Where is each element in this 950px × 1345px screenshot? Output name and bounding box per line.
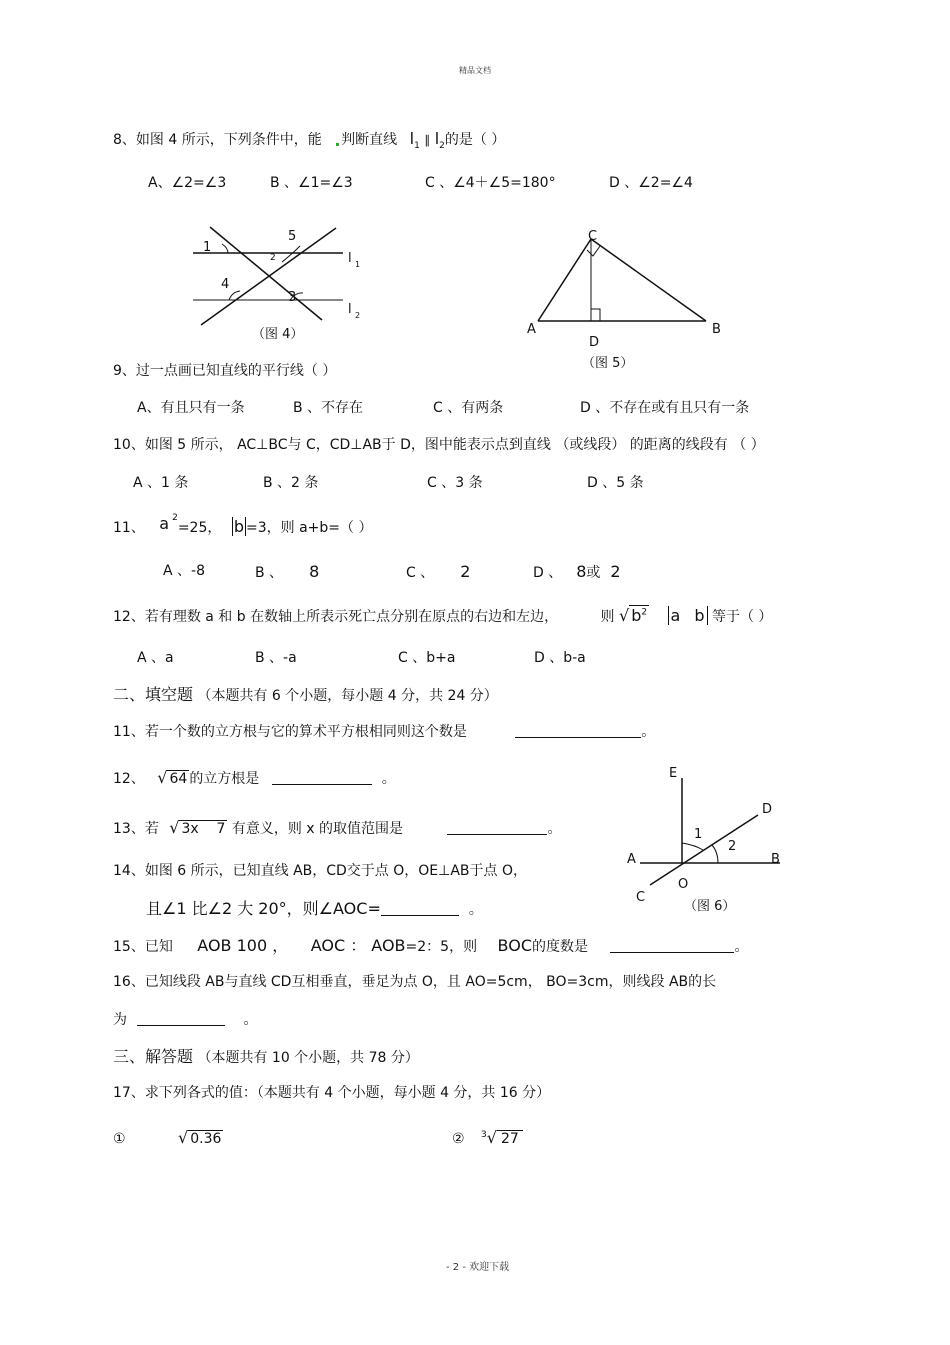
fill-15-m4: BOC (497, 936, 532, 955)
q11-option-c-label: C 、 (406, 565, 435, 581)
fig5-label-d: D (589, 335, 600, 350)
q12-abs (668, 606, 708, 625)
q11-eq1: =25， (177, 520, 222, 536)
section-3-heading (113, 1049, 419, 1065)
fill-16-line2-text: 为 (113, 1012, 127, 1028)
section-3-title: 三、解答题 (113, 1047, 194, 1066)
q12-stem-a: 12、若有理数 a 和 b 在数轴上所表示死亡点分别在原点的右边和左边， (113, 609, 559, 625)
q12-abs-a: a (670, 606, 681, 625)
fig6-angle-arc-2 (712, 845, 718, 863)
sqrt-icon: √ (169, 818, 180, 837)
q11-stem (113, 513, 373, 536)
q8-l2-sub: 2 (439, 140, 445, 151)
q11-option-d-value1: 8 (576, 562, 587, 581)
section-2-title: 二、填空题 (113, 685, 194, 704)
q10-stem: 10、如图 5 所示， AC⊥BC与 C，CD⊥AB于 D，图中能表示点到直线 （或线段） 的距离的线段有 （ ） (113, 437, 765, 453)
q17-item-1-index: ① (113, 1131, 126, 1147)
q12-option-b: B 、-a (255, 650, 297, 666)
fig5-label-a: A (527, 322, 536, 337)
q10-option-a: A 、1 条 (133, 475, 189, 491)
q11-a-square: 2 (172, 513, 178, 524)
fig5-caption: （图 5） (582, 356, 634, 371)
q8-l2: l (434, 129, 440, 148)
fig6-line-cd (650, 815, 758, 885)
fill-13-radicand: 3x 7 (181, 821, 226, 837)
fig6-caption: （图 6） (684, 899, 736, 914)
fill-11-text: 11、若一个数的立方根与它的算术平方根相同则这个数是 (113, 724, 467, 740)
q17-item-2 (452, 1130, 523, 1146)
fig5-side-bc (591, 239, 706, 321)
q11-option-d (533, 564, 621, 580)
fill-13-blank[interactable] (447, 822, 547, 835)
q11-a: a (159, 514, 170, 533)
fig6-label-1: 1 (694, 827, 703, 842)
q8-option-d: D 、∠2=∠4 (609, 175, 693, 191)
q11-num: 11、 (113, 520, 145, 536)
fill-13-text: 有意义，则 x 的取值范围是 (231, 821, 404, 837)
fill-11-blank[interactable] (515, 725, 641, 738)
q17-stem: 17、求下列各式的值：（本题共有 4 个小题，每小题 4 分，共 16 分） (113, 1085, 551, 1101)
q8-stem-c: 的是（ ） (444, 132, 506, 148)
fig5-label-c: C (588, 229, 598, 244)
fill-15-end: 。 (734, 939, 749, 955)
q8-parallel: ∥ (424, 133, 431, 147)
q12-b: b (631, 606, 642, 625)
q9-option-c: C 、有两条 (433, 400, 504, 416)
section-3-note: （本题共有 10 个小题，共 78 分） (197, 1050, 419, 1066)
q11-option-b-label: B 、 (255, 565, 284, 581)
q12-stem-b: 等于（ ） (711, 609, 773, 625)
q9-option-b: B 、不存在 (293, 400, 364, 416)
fill-14-line1: 14、如图 6 所示，已知直线 AB，CD交于点 O，OE⊥AB于点 O， (113, 863, 527, 879)
fig4-label-3: 3 (288, 290, 297, 305)
q17-item-1 (113, 1130, 223, 1146)
section-2-heading (113, 687, 498, 703)
fill-13-end: 。 (547, 821, 562, 837)
sqrt-icon: √ (157, 768, 168, 787)
fig6-angle-arc-1 (682, 843, 703, 850)
fill-15-m2: AOC ： AOB (310, 936, 406, 955)
fig6-label-d: D (762, 802, 773, 817)
q9-stem: 9、过一点画已知直线的平行线（ ） (113, 363, 337, 379)
q9-option-a: A、有且只有一条 (137, 400, 245, 416)
q8-l1-sub: 1 (414, 140, 420, 151)
header-note: 精品文档 (459, 66, 491, 75)
fig4-label-l1-sub: 1 (355, 260, 361, 269)
q8-stem-a: 8、如图 4 所示，下列条件中，能 (113, 132, 322, 148)
fill-14-end: 。 (468, 902, 483, 918)
fig4-angle-arc-1 (222, 244, 228, 253)
q12-then: 则 (600, 609, 615, 625)
q12-option-c: C 、b+a (398, 650, 456, 666)
fill-15-m1: AOB 100 ， (197, 936, 289, 955)
q11-option-c (406, 564, 470, 580)
q12-option-d: D 、b-a (534, 650, 586, 666)
q8-l1: l (409, 129, 415, 148)
fig6-label-e: E (669, 766, 678, 781)
fig4-label-l2-sub: 2 (355, 311, 361, 320)
sqrt-icon: √ (178, 1128, 189, 1147)
q12-option-a: A 、a (137, 650, 174, 666)
q8-option-c: C 、∠4＋∠5=180° (425, 175, 556, 191)
q11-option-b-value: 8 (309, 562, 320, 581)
q10-option-c: C 、3 条 (427, 475, 483, 491)
fill-12-blank[interactable] (272, 772, 372, 785)
fill-14-line2 (146, 901, 483, 917)
fig5-right-angle-d (591, 309, 600, 321)
fig4-caption: （图 4） (252, 327, 304, 342)
fig4-label-4: 4 (221, 277, 230, 292)
fill-12-text: 的立方根是 (189, 771, 260, 787)
fill-15-m3: =2：5，则 (405, 939, 478, 955)
fig6-label-2: 2 (728, 839, 737, 854)
fill-15 (113, 938, 748, 954)
q11-option-d-label: D 、 (533, 565, 563, 581)
q11-option-d-or: 或 (586, 565, 601, 581)
sqrt-icon: √ (619, 606, 630, 625)
q17-item-2-radicand: 27 (497, 1130, 523, 1147)
q12-stem (113, 608, 772, 624)
q10-option-d: D 、5 条 (587, 475, 644, 491)
fig4-label-l2: l (348, 302, 352, 317)
fill-15-num: 15、已知 (113, 939, 173, 955)
q11-option-c-value: 2 (460, 562, 471, 581)
fig6-label-a: A (627, 852, 636, 867)
q12-b-square: 2 (641, 607, 648, 618)
q8-stem-b: 判断直线 (341, 132, 398, 148)
q17-cube-index: 3 (481, 1130, 487, 1141)
fill-14-blank[interactable] (381, 903, 459, 916)
fig4-label-1: 1 (203, 240, 212, 255)
fig6-label-c: C (636, 890, 646, 905)
fill-11 (113, 725, 655, 739)
q11-option-a: A 、-8 (163, 563, 205, 579)
q17-item-2-index: ② (452, 1131, 465, 1147)
q11-abs-b: b (233, 517, 244, 536)
fill-14-line2-text: 且∠1 比∠2 大 20°，则∠AOC= (146, 899, 381, 918)
fill-15-blank[interactable] (610, 940, 734, 953)
q8-option-b: B 、∠1=∠3 (270, 175, 353, 191)
fill-13-num: 13、若 (113, 821, 159, 837)
q12-abs-b: b (694, 606, 705, 625)
fig4-label-5: 5 (288, 229, 297, 244)
q11-option-b (255, 564, 319, 580)
fill-12-end: 。 (381, 771, 396, 787)
fill-11-end: 。 (641, 724, 656, 740)
fill-12-radicand: 64 (169, 771, 188, 787)
fill-16-blank[interactable] (137, 1013, 225, 1026)
fig4-label-2: 2 (270, 253, 276, 263)
fig5-right-angle-c (587, 246, 600, 256)
q17-item-1-radicand: 0.36 (190, 1131, 222, 1147)
fig4-label-l1: l (348, 251, 352, 266)
fill-16-line2 (113, 1013, 257, 1027)
fig6-label-o: O (678, 877, 689, 892)
fill-12 (113, 770, 396, 786)
q10-option-b: B 、2 条 (263, 475, 319, 491)
fill-12-num: 12、 (113, 771, 145, 787)
q8-option-a: A、∠2=∠3 (148, 175, 227, 191)
fill-16-end: 。 (243, 1012, 258, 1028)
fig5-side-ac (538, 239, 591, 321)
q11-eq2: =3，则 a+b=（ ） (245, 520, 373, 536)
q9-option-d: D 、不存在或有且只有一条 (580, 400, 750, 416)
fig6-label-b: B (771, 852, 780, 867)
fill-15-text: 的度数是 (532, 939, 588, 955)
q11-option-d-value2: 2 (610, 562, 621, 581)
cube-root-icon: √ (486, 1128, 497, 1147)
section-2-note: （本题共有 6 个小题，每小题 4 分，共 24 分） (197, 688, 498, 704)
page-footer: - 2 - 欢迎下载 (446, 1262, 510, 1273)
q12-radicand (629, 605, 649, 625)
fill-13 (113, 820, 561, 836)
fill-16-line1: 16、已知线段 AB与直线 CD互相垂直，垂足为点 O，且 AO=5cm， BO=3cm，则线段 AB的长 (113, 974, 717, 990)
fig5-label-b: B (712, 322, 721, 337)
